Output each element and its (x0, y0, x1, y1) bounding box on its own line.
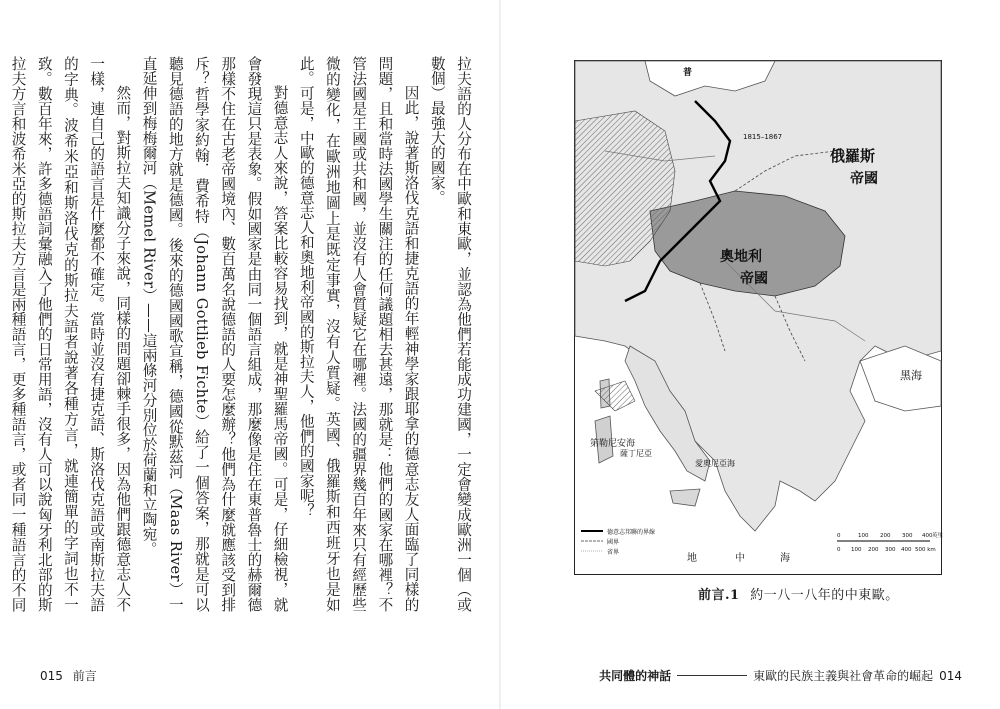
scale-unit: 英里 (932, 533, 944, 539)
left-footer (40, 667, 97, 684)
map-label-sardinia: 薩丁尼亞 (620, 449, 652, 458)
caption-number: 前言.1 (698, 588, 740, 603)
paragraph-2: 因此，說著斯洛伐克語和捷克語的年輕神學家跟耶拿的德意志友人面臨了同樣的問題，且和當時法國學生關注的任何議題相去甚遠，那就是：他們的國家在哪裡？不管法國是王國或共和國，並沒有人會質疑它在哪裡。法國的疆界幾百年來只有經歷些微的變化，在歐洲地圖上是既定事實，沒有人質疑。英國、俄羅斯和西班牙也是如此。可是，中歐的德意志人和奧地利帝國的斯拉夫人，他們的國家呢？ (297, 56, 420, 612)
scale-tick-1: 100 (858, 533, 869, 539)
paragraph-1: 拉夫語的人分布在中歐和東歐，並認為他們若能成功建國，一定會變成歐洲一個（或數個）最強大的國家。 (428, 56, 472, 612)
map-figure (574, 60, 942, 575)
legend-item-1: 德意志邦聯的界線 (607, 529, 656, 536)
legend-item-2: 國界 (607, 539, 620, 546)
scale-tick-0: 0 (837, 533, 841, 539)
scale-km-2: 200 (868, 547, 879, 553)
scale-km-5: 500 km (915, 547, 936, 553)
legend-item-3: 省界 (607, 549, 620, 556)
map-label-austria: 奧地利 (720, 249, 762, 265)
sicily (670, 489, 700, 506)
right-footer (599, 667, 962, 684)
scale-km-0: 0 (837, 547, 841, 553)
right-page-number: 014 (939, 668, 962, 683)
footer-rule (677, 675, 747, 676)
book-spine (499, 0, 501, 709)
left-page-number: 015 (40, 669, 63, 683)
paragraph-4: 然而，對斯拉夫知識分子來說，同樣的問題卻棘手很多，因為他們跟德意志人不一樣，連自己的語言是什麼都不確定。當時並沒有捷克語、斯洛伐克語或南斯拉夫語的字典。波希米亞和斯洛伐克的斯拉夫語者說著各種方言，就連簡單的字詞也不一致。數百年來，許多德語詞彙融入了他們的日常用語，沒有人可以說匈牙利北部的斯拉夫方言和波希米亞的斯拉夫方言是兩種語言，更多種語言，或者同一種語言的不同 (9, 56, 132, 612)
map-label-empire-2: 帝國 (740, 271, 768, 287)
scale-km-1: 100 (851, 547, 862, 553)
map-label-tyrrhenian: 第勒尼安海 (590, 439, 636, 449)
map-label-med-3: 海 (780, 553, 790, 564)
map-label-empire-1: 帝國 (850, 171, 878, 187)
map-svg (575, 61, 944, 574)
scale-tick-3: 300 (902, 533, 913, 539)
scale-tick-4: 400 (922, 533, 933, 539)
map-label-black-sea: 黑海 (900, 369, 922, 382)
book-subtitle: 東歐的民族主義與社會革命的崛起 (753, 669, 934, 683)
map-label-med-1: 地 (687, 553, 697, 564)
scale-km-3: 300 (885, 547, 896, 553)
left-running-head: 前言 (72, 669, 97, 683)
scale-tick-2: 200 (880, 533, 891, 539)
map-label-ionian: 愛奧尼亞海 (695, 459, 735, 468)
map-label-years: 1815–1867 (743, 133, 783, 141)
body-text (9, 56, 476, 612)
map-caption (698, 584, 899, 603)
map-label-russia: 俄羅斯 (830, 147, 876, 165)
paragraph-3: 對德意志人來說，答案比較容易找到，就是神聖羅馬帝國。可是，仔細檢視，就會發現這只是表象。假如國家是由同一個語言組成，那麼像是住在東普魯士的赫爾德那樣不住在古老帝國境內、數百萬名說德語的人要怎麼辦？他們為什麼就應該受到排斥？哲學家約翰．費希特（Johann Gottlieb Fichte）給了一個答案，那就是可以聽見德語的地方就是德國。後來的德國國歌宣稱，德國從默茲河（Maas River）一直延伸到梅梅爾河（Memel River）——這兩條河分別位於荷蘭和立陶宛。 (140, 56, 289, 612)
map-label-med-2: 中 (735, 553, 745, 564)
map-label-prussia: 普 (683, 68, 693, 78)
caption-text: 約一八一八年的中東歐。 (750, 588, 899, 603)
scale-km-4: 400 (901, 547, 912, 553)
book-title: 共同體的神話 (599, 669, 672, 683)
